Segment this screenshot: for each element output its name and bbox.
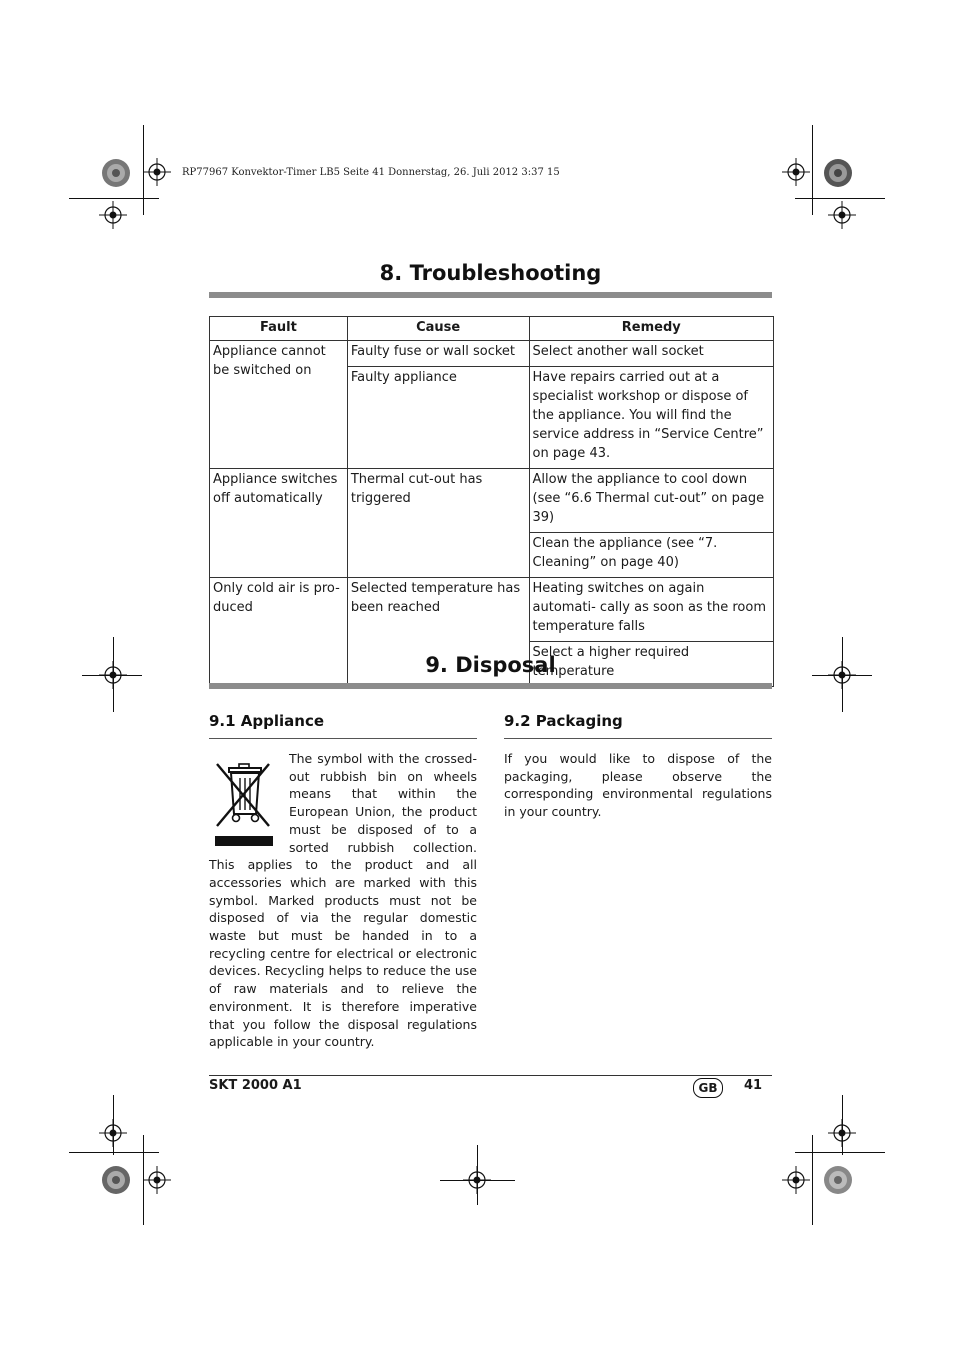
column-header-remedy: Remedy — [529, 317, 773, 341]
table-row — [210, 341, 774, 367]
remedy-cell: Have repairs carried out at a specialist workshop or dispose of the appliance. You will find the service address in “Service Centre” on page 43. — [529, 367, 773, 469]
table-row — [210, 469, 774, 533]
print-rosette-icon — [101, 158, 131, 188]
print-job-header: RP77967 Konvektor-Timer LB5 Seite 41 Donnerstag, 26. Juli 2012 3:37 15 — [182, 167, 560, 178]
footer-model: SKT 2000 A1 — [209, 1078, 302, 1093]
table-header-row — [210, 317, 774, 341]
fault-cell: Appliance cannot be switched on — [210, 341, 348, 469]
language-badge: GB — [693, 1078, 723, 1098]
cause-cell: Faulty appliance — [347, 367, 529, 469]
registration-mark-icon — [828, 201, 856, 229]
table-row — [210, 578, 774, 642]
column-header-fault: Fault — [210, 317, 348, 341]
footer-rule — [209, 1075, 772, 1076]
page-number: 41 — [744, 1078, 763, 1093]
registration-mark-icon — [782, 1166, 810, 1194]
cause-cell: Thermal cut-out has triggered — [347, 469, 529, 578]
fault-cell: Only cold air is pro- duced — [210, 578, 348, 687]
packaging-subtitle: 9.2 Packaging — [504, 712, 623, 730]
subtitle-rule — [504, 738, 772, 739]
remedy-cell: Allow the appliance to cool down (see “6.6 Thermal cut-out” on page 39) — [529, 469, 773, 533]
registration-mark-icon — [143, 158, 171, 186]
title-underline-bar — [209, 683, 772, 689]
remedy-cell: Select a higher required temperature — [529, 642, 773, 687]
title-underline-bar — [209, 292, 772, 298]
remedy-cell: Clean the appliance (see “7. Cleaning” on page 40) — [529, 533, 773, 578]
subtitle-rule — [209, 738, 477, 739]
registration-mark-icon — [143, 1166, 171, 1194]
cause-cell: Selected temperature has been reached — [347, 578, 529, 687]
packaging-paragraph: If you would like to dispose of the packaging, please observe the corresponding environmental regulations in your country. — [504, 751, 772, 820]
cause-cell: Faulty fuse or wall socket — [347, 341, 529, 367]
appliance-paragraph: The symbol with the crossed-out rubbish bin on wheels means that within the European Union, the product must be disposed of to a sorted rubbish collection. This applies to the product and all accessories which are marked with this symbol. Marked products must not be disposed of via the regular domestic waste but must be handed in to a recycling centre for electrical or electronic devices. Recycling helps to reduce the use of raw materials and to relieve the environment. It is therefore imperative that you follow the disposal regulations applicable in your country. — [209, 751, 477, 1050]
print-rosette-icon — [101, 1165, 131, 1195]
print-rosette-icon — [823, 1165, 853, 1195]
appliance-subtitle: 9.1 Appliance — [209, 712, 325, 730]
remedy-cell: Select another wall socket — [529, 341, 773, 367]
troubleshooting-table — [209, 316, 774, 687]
crossed-out-wheelie-bin-icon — [211, 756, 275, 848]
remedy-cell: Heating switches on again automati- cally as soon as the room temperature falls — [529, 578, 773, 642]
troubleshooting-title: 8. Troubleshooting — [379, 261, 602, 285]
registration-mark-icon — [99, 201, 127, 229]
disposal-title: 9. Disposal — [425, 653, 556, 677]
print-rosette-icon — [823, 158, 853, 188]
column-header-cause: Cause — [347, 317, 529, 341]
fault-cell: Appliance switches off automatically — [210, 469, 348, 578]
appliance-text-block — [209, 750, 477, 1051]
registration-mark-icon — [782, 158, 810, 186]
